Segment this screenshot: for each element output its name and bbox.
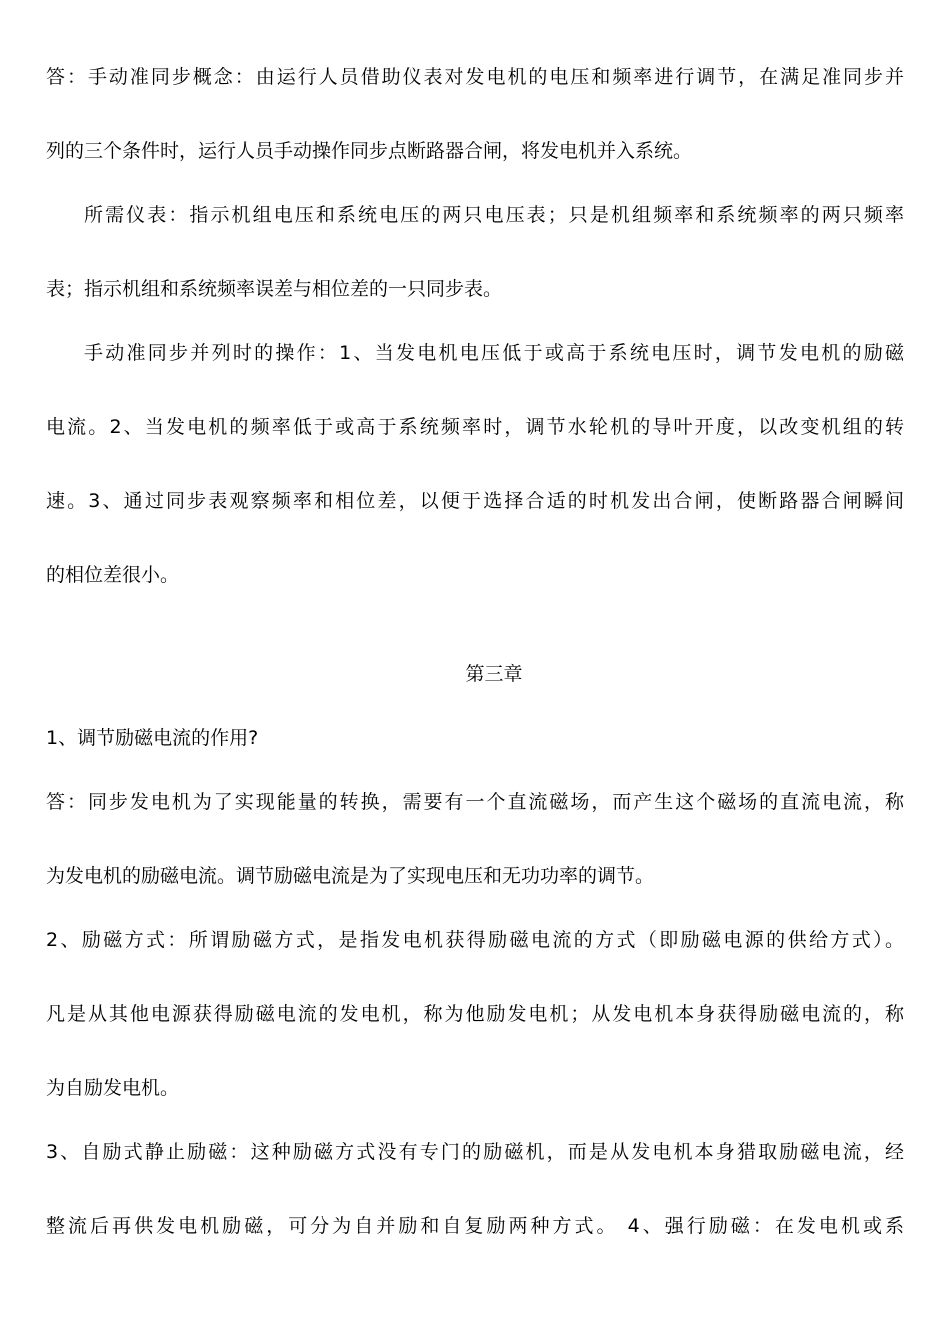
chapter-heading: 第三章 — [465, 663, 523, 685]
text-line: 凡是从其他电源获得励磁电流的发电机，称为他励发电机；从发电机本身获得励磁电流的，称 — [46, 1003, 904, 1025]
text-line: 手动准同步并列时的操作：1、当发电机电压低于或高于系统电压时，调节发电机的励磁 — [84, 342, 904, 364]
text-line: 整流后再供发电机励磁，可分为自并励和自复励两种方式。 4、强行励磁：在发电机或系 — [46, 1215, 904, 1237]
text-line: 答：手动准同步概念：由运行人员借助仪表对发电机的电压和频率进行调节，在满足准同步并 — [46, 66, 904, 88]
text-line: 为发电机的励磁电流。调节励磁电流是为了实现电压和无功功率的调节。 — [46, 865, 655, 887]
text-line: 3、自励式静止励磁：这种励磁方式没有专门的励磁机，而是从发电机本身猎取励磁电流，经 — [46, 1141, 904, 1163]
text-line: 为自励发电机。 — [46, 1077, 180, 1099]
text-line: 答：同步发电机为了实现能量的转换，需要有一个直流磁场，而产生这个磁场的直流电流，称 — [46, 791, 904, 813]
text-line: 的相位差很小。 — [46, 564, 180, 586]
text-line: 表；指示机组和系统频率误差与相位差的一只同步表。 — [46, 278, 503, 300]
text-line: 所需仪表：指示机组电压和系统电压的两只电压表；只是机组频率和系统频率的两只频率 — [84, 204, 904, 226]
text-line: 2、励磁方式：所谓励磁方式，是指发电机获得励磁电流的方式（即励磁电源的供给方式）。 — [46, 929, 904, 951]
text-line: 电流。2、当发电机的频率低于或高于系统频率时，调节水轮机的导叶开度，以改变机组的转 — [46, 416, 904, 438]
text-line: 列的三个条件时，运行人员手动操作同步点断路器合闸，将发电机并入系统。 — [46, 140, 693, 162]
text-line: 速。3、通过同步表观察频率和相位差，以便于选择合适的时机发出合闸，使断路器合闸瞬间 — [46, 490, 904, 512]
text-line: 1、调节励磁电流的作用? — [46, 727, 259, 749]
